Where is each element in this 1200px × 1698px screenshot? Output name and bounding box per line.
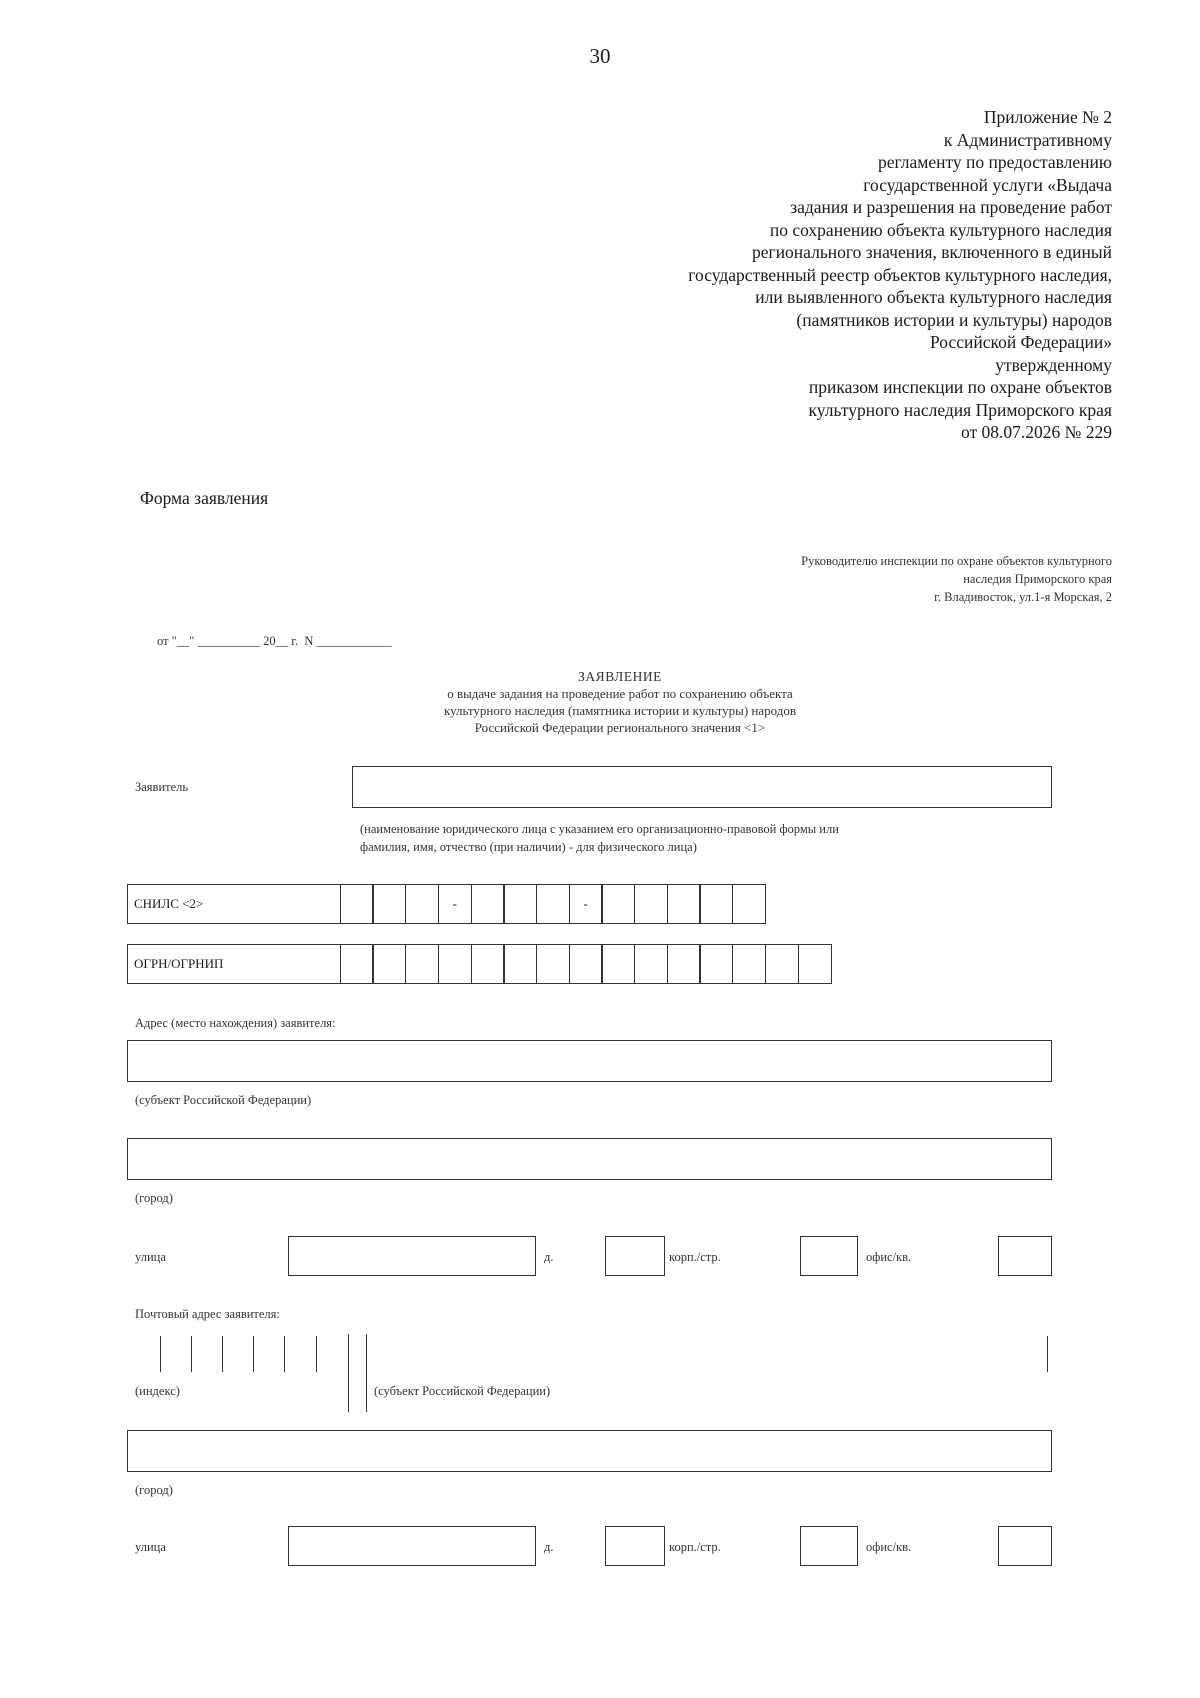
snils-cell[interactable] (699, 884, 733, 924)
index-cell-divider (222, 1336, 223, 1372)
snils-separator: - (438, 884, 472, 924)
title-line: о выдаче задания на проведение работ по сохранению объекта (447, 686, 793, 701)
postal-divider (348, 1334, 349, 1412)
appendix-line: утвержденному (995, 354, 1112, 375)
snils-label-box (127, 884, 341, 924)
applicant-field[interactable] (352, 766, 1052, 808)
postal-house-field[interactable] (605, 1526, 665, 1566)
postal-city-hint: (город) (135, 1483, 173, 1497)
addressee-line: Руководителю инспекции по охране объектов культурного (801, 554, 1112, 568)
appendix-line: (памятников истории и культуры) народов (796, 309, 1112, 330)
postal-office-label: офис/кв. (866, 1540, 912, 1554)
appendix-line: регламенту по предоставлению (877, 152, 1112, 172)
address-region-field[interactable] (127, 1040, 1052, 1082)
index-cell-divider (284, 1336, 285, 1372)
address-house-field[interactable] (605, 1236, 665, 1276)
postal-building-field[interactable] (800, 1526, 858, 1566)
snils-cells (341, 884, 766, 924)
ogrn-cell[interactable] (798, 944, 832, 984)
postal-street-label: улица (135, 1540, 166, 1554)
appendix-line: от 08.07.2026 № 229 (961, 422, 1112, 442)
snils-label: СНИЛС <2> (134, 896, 204, 911)
appendix-line: к Административному (943, 129, 1112, 150)
ogrn-cell[interactable] (372, 944, 406, 984)
snils-cell[interactable] (601, 884, 635, 924)
postal-index-hint: (индекс) (135, 1384, 180, 1398)
ogrn-cell[interactable] (699, 944, 733, 984)
ogrn-cell[interactable] (634, 944, 668, 984)
ogrn-cell[interactable] (471, 944, 505, 984)
address-region-hint: (субъект Российской Федерации) (135, 1093, 312, 1107)
ogrn-label-box (127, 944, 341, 984)
address-office-label: офис/кв. (866, 1250, 912, 1264)
snils-cell[interactable] (405, 884, 439, 924)
appendix-line: государственной услуги «Выдача (863, 174, 1112, 195)
applicant-hint-line: фамилия, имя, отчество (при наличии) - для физического лица) (360, 840, 697, 854)
addressee-block (801, 552, 1112, 606)
ogrn-cell[interactable] (732, 944, 766, 984)
snils-cell[interactable] (634, 884, 668, 924)
title-main: ЗАЯВЛЕНИЕ (578, 669, 662, 684)
snils-cell[interactable] (372, 884, 406, 924)
address-building-label: корп./стр. (669, 1250, 721, 1264)
snils-separator: - (569, 884, 603, 924)
postal-heading: Почтовый адрес заявителя: (135, 1307, 280, 1321)
postal-region-hint: (субъект Российской Федерации) (374, 1384, 551, 1398)
address-building-field[interactable] (800, 1236, 858, 1276)
index-cell-divider (191, 1336, 192, 1372)
appendix-line: Российской Федерации» (929, 332, 1112, 352)
ogrn-cell[interactable] (667, 944, 701, 984)
ogrn-cell[interactable] (601, 944, 635, 984)
postal-house-label: д. (544, 1540, 554, 1554)
ogrn-cell[interactable] (765, 944, 799, 984)
appendix-line: задания и разрешения на проведение работ (790, 197, 1112, 217)
appendix-header (688, 106, 1112, 444)
form-caption: Форма заявления (140, 488, 269, 508)
page-number: 30 (589, 44, 611, 68)
snils-cell[interactable] (471, 884, 505, 924)
ogrn-cell[interactable] (503, 944, 537, 984)
snils-cell[interactable] (536, 884, 570, 924)
address-city-field[interactable] (127, 1138, 1052, 1180)
postal-office-field[interactable] (998, 1526, 1052, 1566)
address-heading: Адрес (место нахождения) заявителя: (135, 1016, 336, 1030)
index-cell-divider (160, 1336, 161, 1372)
addressee-line: наследия Приморского края (963, 572, 1112, 586)
appendix-line: государственный реестр объектов культурного наследия, (688, 264, 1112, 285)
date-number-line: от "__" __________ 20__ г. N ____________ (157, 634, 392, 648)
title-line: культурного наследия (памятника истории и культуры) народов (443, 703, 797, 718)
index-cell-divider (253, 1336, 254, 1372)
ogrn-label: ОГРН/ОГРНИП (134, 956, 224, 971)
ogrn-cell[interactable] (438, 944, 472, 984)
address-office-field[interactable] (998, 1236, 1052, 1276)
ogrn-cell[interactable] (536, 944, 570, 984)
appendix-line: или выявленного объекта культурного наследия (755, 287, 1112, 307)
snils-cell[interactable] (503, 884, 537, 924)
appendix-line: приказом инспекции по охране объектов (808, 377, 1112, 397)
ogrn-cell[interactable] (569, 944, 603, 984)
appendix-line: по сохранению объекта культурного наследия (769, 219, 1112, 240)
application-title (0, 668, 1200, 736)
appendix-line: культурного наследия Приморского края (808, 399, 1112, 420)
address-city-hint: (город) (135, 1191, 173, 1205)
postal-region-edge (1047, 1336, 1048, 1372)
snils-cell[interactable] (340, 884, 374, 924)
applicant-hint-line: (наименование юридического лица с указанием его организационно-правовой формы или (360, 822, 839, 836)
postal-city-field[interactable] (127, 1430, 1052, 1472)
postal-building-label: корп./стр. (669, 1540, 721, 1554)
ogrn-cell[interactable] (405, 944, 439, 984)
applicant-label: Заявитель (135, 780, 189, 794)
address-house-label: д. (544, 1250, 554, 1264)
snils-cell[interactable] (667, 884, 701, 924)
appendix-line: регионального значения, включенного в единый (752, 242, 1112, 262)
title-line: Российской Федерации регионального значения <1> (474, 720, 766, 735)
snils-cell[interactable] (732, 884, 766, 924)
index-cell-divider (316, 1336, 317, 1372)
appendix-line: Приложение № 2 (983, 107, 1112, 127)
ogrn-cell[interactable] (340, 944, 374, 984)
address-street-field[interactable] (288, 1236, 536, 1276)
ogrn-cells (341, 944, 832, 984)
postal-street-field[interactable] (288, 1526, 536, 1566)
addressee-line: г. Владивосток, ул.1-я Морская, 2 (934, 590, 1112, 604)
address-street-label: улица (135, 1250, 166, 1264)
postal-divider (366, 1334, 367, 1412)
applicant-hint (360, 820, 839, 856)
